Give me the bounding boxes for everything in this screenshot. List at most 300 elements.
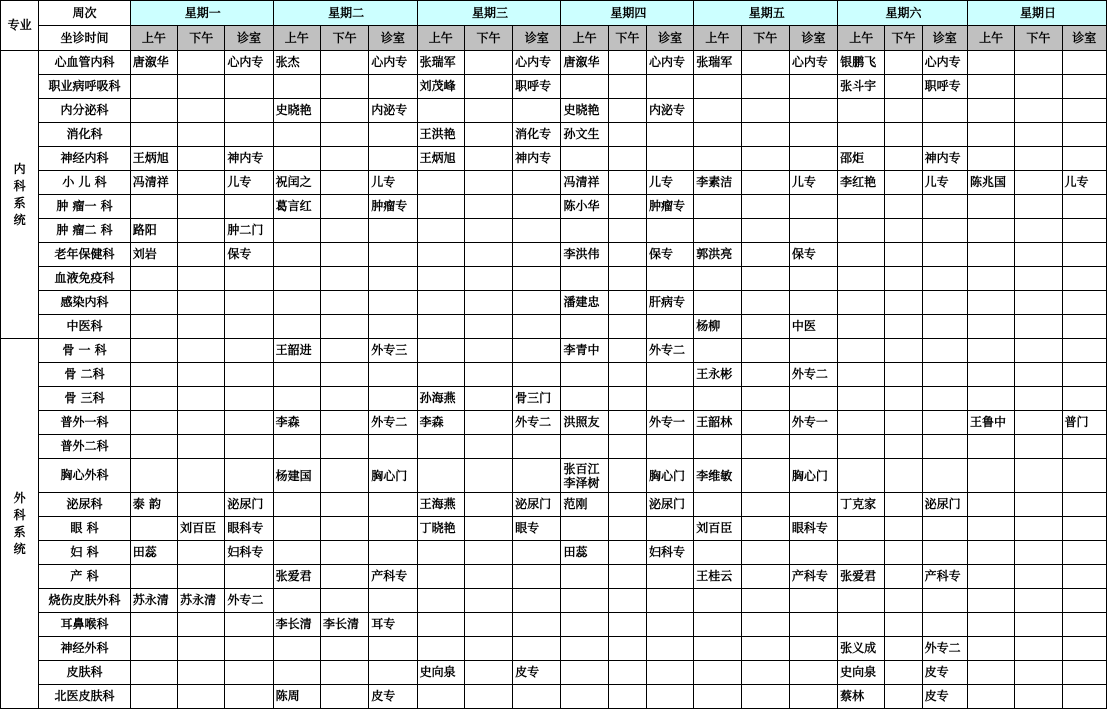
- schedule-cell-clinic-room: [1062, 541, 1106, 565]
- schedule-cell-clinic-room: [369, 75, 417, 99]
- schedule-cell-afternoon-doctor: [885, 517, 922, 541]
- schedule-cell-afternoon-doctor: [178, 637, 225, 661]
- schedule-cell-morning-doctor: 李长清: [273, 613, 320, 637]
- schedule-cell-afternoon-doctor: [885, 589, 922, 613]
- table-row: [1, 387, 1107, 411]
- schedule-cell-afternoon-doctor: [320, 363, 368, 387]
- schedule-cell-afternoon-doctor: [741, 565, 789, 589]
- department-name: 肿 瘤一 科: [39, 195, 131, 219]
- schedule-cell-afternoon-doctor: [178, 661, 225, 685]
- schedule-cell-clinic-room: 神内专: [513, 147, 561, 171]
- schedule-cell-afternoon-doctor: [178, 243, 225, 267]
- schedule-cell-morning-doctor: 唐溆华: [130, 51, 177, 75]
- schedule-cell-afternoon-doctor: [885, 411, 922, 435]
- schedule-cell-afternoon-doctor: [885, 99, 922, 123]
- schedule-cell-afternoon-doctor: [741, 459, 789, 493]
- schedule-cell-clinic-room: [646, 565, 693, 589]
- table-row: [1, 219, 1107, 243]
- schedule-cell-afternoon-doctor: [885, 613, 922, 637]
- schedule-cell-clinic-room: [646, 219, 693, 243]
- schedule-cell-afternoon-doctor: [608, 541, 646, 565]
- schedule-cell-morning-doctor: 葛言红: [273, 195, 320, 219]
- schedule-cell-morning-doctor: [967, 685, 1014, 709]
- schedule-cell-morning-doctor: [561, 589, 608, 613]
- schedule-cell-clinic-room: [1062, 123, 1106, 147]
- schedule-cell-morning-doctor: [130, 267, 177, 291]
- department-name: 胸心外科: [39, 459, 131, 493]
- schedule-cell-clinic-room: 眼专: [513, 517, 561, 541]
- schedule-cell-clinic-room: 心内专: [922, 51, 967, 75]
- sub-header-afternoon: 下午: [608, 26, 646, 51]
- schedule-cell-afternoon-doctor: [1015, 685, 1062, 709]
- schedule-cell-afternoon-doctor: [1015, 291, 1062, 315]
- department-name: 耳鼻喉科: [39, 613, 131, 637]
- schedule-cell-clinic-room: [922, 411, 967, 435]
- day-header-thursday: 星期四: [561, 1, 694, 26]
- schedule-cell-clinic-room: 妇科专: [646, 541, 693, 565]
- schedule-cell-clinic-room: 产科专: [789, 565, 837, 589]
- schedule-cell-morning-doctor: [130, 363, 177, 387]
- schedule-cell-morning-doctor: [967, 75, 1014, 99]
- schedule-cell-clinic-room: [789, 99, 837, 123]
- schedule-cell-afternoon-doctor: [608, 171, 646, 195]
- schedule-cell-morning-doctor: 洪照友: [561, 411, 608, 435]
- schedule-cell-morning-doctor: 冯清祥: [130, 171, 177, 195]
- schedule-cell-clinic-room: [513, 637, 561, 661]
- schedule-cell-afternoon-doctor: [885, 291, 922, 315]
- schedule-cell-afternoon-doctor: [1015, 637, 1062, 661]
- schedule-cell-morning-doctor: [967, 99, 1014, 123]
- schedule-cell-afternoon-doctor: [1015, 243, 1062, 267]
- schedule-cell-clinic-room: [646, 685, 693, 709]
- schedule-cell-morning-doctor: 王炳旭: [417, 147, 464, 171]
- schedule-cell-clinic-room: [513, 219, 561, 243]
- department-name: 神经内科: [39, 147, 131, 171]
- schedule-cell-clinic-room: 心内专: [646, 51, 693, 75]
- schedule-cell-morning-doctor: [967, 435, 1014, 459]
- day-header-sunday: 星期日: [967, 1, 1106, 26]
- schedule-cell-afternoon-doctor: [1015, 565, 1062, 589]
- schedule-cell-afternoon-doctor: [608, 99, 646, 123]
- schedule-cell-afternoon-doctor: [178, 147, 225, 171]
- schedule-cell-clinic-room: [369, 315, 417, 339]
- schedule-cell-afternoon-doctor: [608, 363, 646, 387]
- schedule-cell-afternoon-doctor: [320, 147, 368, 171]
- schedule-cell-morning-doctor: [417, 435, 464, 459]
- schedule-cell-afternoon-doctor: [741, 195, 789, 219]
- sub-header-afternoon: 下午: [320, 26, 368, 51]
- schedule-cell-clinic-room: 中医: [789, 315, 837, 339]
- header-row-sessions: [1, 26, 1107, 51]
- schedule-cell-afternoon-doctor: [885, 171, 922, 195]
- schedule-cell-clinic-room: [1062, 493, 1106, 517]
- schedule-cell-clinic-room: [922, 123, 967, 147]
- schedule-cell-clinic-room: 儿专: [789, 171, 837, 195]
- schedule-cell-clinic-room: [789, 493, 837, 517]
- schedule-cell-morning-doctor: [694, 685, 741, 709]
- schedule-cell-morning-doctor: [838, 517, 885, 541]
- day-header-monday: 星期一: [130, 1, 273, 26]
- schedule-cell-clinic-room: 外专二: [513, 411, 561, 435]
- schedule-cell-clinic-room: 胸心门: [789, 459, 837, 493]
- schedule-cell-morning-doctor: 孙文生: [561, 123, 608, 147]
- schedule-cell-clinic-room: 保专: [646, 243, 693, 267]
- schedule-cell-afternoon-doctor: [178, 339, 225, 363]
- schedule-cell-clinic-room: [922, 517, 967, 541]
- sub-header-afternoon: 下午: [885, 26, 922, 51]
- schedule-cell-clinic-room: [1062, 339, 1106, 363]
- table-row: [1, 291, 1107, 315]
- schedule-cell-afternoon-doctor: [885, 339, 922, 363]
- schedule-cell-afternoon-doctor: [1015, 661, 1062, 685]
- schedule-cell-clinic-room: [513, 339, 561, 363]
- schedule-cell-morning-doctor: [694, 195, 741, 219]
- schedule-cell-morning-doctor: [273, 517, 320, 541]
- schedule-cell-morning-doctor: [417, 459, 464, 493]
- schedule-cell-afternoon-doctor: [741, 243, 789, 267]
- schedule-cell-afternoon-doctor: [741, 75, 789, 99]
- schedule-cell-clinic-room: [513, 363, 561, 387]
- schedule-cell-morning-doctor: [130, 75, 177, 99]
- sub-header-room: 诊室: [646, 26, 693, 51]
- schedule-cell-morning-doctor: [967, 267, 1014, 291]
- schedule-cell-morning-doctor: [561, 315, 608, 339]
- schedule-cell-morning-doctor: [967, 459, 1014, 493]
- schedule-cell-clinic-room: [225, 291, 273, 315]
- schedule-cell-clinic-room: [513, 315, 561, 339]
- schedule-cell-clinic-room: 心内专: [789, 51, 837, 75]
- schedule-cell-afternoon-doctor: [885, 661, 922, 685]
- schedule-cell-afternoon-doctor: [178, 459, 225, 493]
- schedule-cell-morning-doctor: [417, 637, 464, 661]
- schedule-cell-clinic-room: 骨三门: [513, 387, 561, 411]
- schedule-cell-clinic-room: [513, 291, 561, 315]
- specialty-header: 专业: [1, 1, 39, 51]
- schedule-cell-clinic-room: 儿专: [369, 171, 417, 195]
- schedule-cell-clinic-room: 泌尿门: [922, 493, 967, 517]
- schedule-cell-afternoon-doctor: [320, 267, 368, 291]
- schedule-cell-afternoon-doctor: [1015, 493, 1062, 517]
- schedule-cell-afternoon-doctor: [178, 195, 225, 219]
- schedule-cell-morning-doctor: [967, 589, 1014, 613]
- schedule-cell-morning-doctor: 田蕊: [130, 541, 177, 565]
- schedule-cell-morning-doctor: [694, 339, 741, 363]
- schedule-cell-afternoon-doctor: [885, 363, 922, 387]
- schedule-cell-clinic-room: 肿瘤专: [646, 195, 693, 219]
- schedule-cell-afternoon-doctor: [608, 459, 646, 493]
- schedule-cell-morning-doctor: 王炳旭: [130, 147, 177, 171]
- schedule-cell-afternoon-doctor: [464, 291, 512, 315]
- schedule-cell-afternoon-doctor: [608, 387, 646, 411]
- schedule-cell-afternoon-doctor: [1015, 147, 1062, 171]
- system-group-label: [1, 339, 39, 709]
- schedule-cell-afternoon-doctor: [320, 123, 368, 147]
- schedule-cell-afternoon-doctor: [741, 517, 789, 541]
- department-name: 普外二科: [39, 435, 131, 459]
- sub-header-morning: 上午: [417, 26, 464, 51]
- schedule-cell-clinic-room: [513, 565, 561, 589]
- table-row: [1, 493, 1107, 517]
- schedule-cell-clinic-room: [646, 661, 693, 685]
- schedule-cell-morning-doctor: [561, 75, 608, 99]
- schedule-cell-afternoon-doctor: [320, 565, 368, 589]
- schedule-cell-morning-doctor: 王韶林: [694, 411, 741, 435]
- schedule-cell-afternoon-doctor: [741, 493, 789, 517]
- schedule-cell-morning-doctor: [694, 219, 741, 243]
- schedule-cell-afternoon-doctor: [885, 123, 922, 147]
- schedule-cell-morning-doctor: [130, 123, 177, 147]
- schedule-cell-clinic-room: 眼科专: [225, 517, 273, 541]
- schedule-cell-clinic-room: 外专二: [922, 637, 967, 661]
- schedule-cell-afternoon-doctor: [741, 661, 789, 685]
- department-name: 北医皮肤科: [39, 685, 131, 709]
- schedule-cell-afternoon-doctor: [885, 219, 922, 243]
- schedule-cell-morning-doctor: [417, 339, 464, 363]
- schedule-cell-morning-doctor: 王韶进: [273, 339, 320, 363]
- schedule-cell-morning-doctor: [417, 363, 464, 387]
- schedule-cell-afternoon-doctor: [1015, 363, 1062, 387]
- schedule-cell-afternoon-doctor: [320, 315, 368, 339]
- schedule-cell-clinic-room: [646, 517, 693, 541]
- schedule-cell-morning-doctor: 史向泉: [838, 661, 885, 685]
- schedule-cell-morning-doctor: 陈周: [273, 685, 320, 709]
- schedule-cell-clinic-room: [789, 123, 837, 147]
- schedule-cell-clinic-room: [513, 589, 561, 613]
- schedule-cell-clinic-room: [922, 99, 967, 123]
- department-name: 心血管内科: [39, 51, 131, 75]
- schedule-cell-clinic-room: [225, 661, 273, 685]
- schedule-cell-clinic-room: [1062, 243, 1106, 267]
- sub-header-morning: 上午: [130, 26, 177, 51]
- table-row: [1, 171, 1107, 195]
- schedule-cell-morning-doctor: [838, 267, 885, 291]
- schedule-cell-morning-doctor: 李红艳: [838, 171, 885, 195]
- schedule-cell-afternoon-doctor: [885, 51, 922, 75]
- schedule-cell-afternoon-doctor: [1015, 541, 1062, 565]
- schedule-cell-morning-doctor: 张义成: [838, 637, 885, 661]
- department-name: 肿 瘤二 科: [39, 219, 131, 243]
- sub-header-room: 诊室: [1062, 26, 1106, 51]
- schedule-cell-morning-doctor: [694, 123, 741, 147]
- schedule-cell-afternoon-doctor: [1015, 219, 1062, 243]
- schedule-cell-afternoon-doctor: [320, 195, 368, 219]
- schedule-cell-clinic-room: [789, 589, 837, 613]
- schedule-cell-clinic-room: [225, 411, 273, 435]
- schedule-cell-morning-doctor: 李森: [273, 411, 320, 435]
- schedule-cell-clinic-room: 神内专: [922, 147, 967, 171]
- schedule-cell-clinic-room: [369, 291, 417, 315]
- schedule-cell-morning-doctor: [967, 363, 1014, 387]
- schedule-cell-afternoon-doctor: [885, 243, 922, 267]
- schedule-cell-morning-doctor: [273, 315, 320, 339]
- schedule-cell-morning-doctor: 王海燕: [417, 493, 464, 517]
- schedule-cell-morning-doctor: 潘建忠: [561, 291, 608, 315]
- schedule-cell-clinic-room: [922, 459, 967, 493]
- schedule-cell-morning-doctor: [838, 363, 885, 387]
- schedule-cell-clinic-room: [922, 291, 967, 315]
- schedule-cell-afternoon-doctor: [320, 387, 368, 411]
- schedule-cell-afternoon-doctor: [1015, 99, 1062, 123]
- schedule-cell-afternoon-doctor: [608, 291, 646, 315]
- schedule-cell-morning-doctor: [694, 637, 741, 661]
- schedule-cell-afternoon-doctor: [885, 195, 922, 219]
- schedule-cell-morning-doctor: 张爱君: [838, 565, 885, 589]
- schedule-cell-morning-doctor: 郭洪亮: [694, 243, 741, 267]
- schedule-cell-clinic-room: [513, 171, 561, 195]
- schedule-cell-afternoon-doctor: [320, 291, 368, 315]
- schedule-cell-clinic-room: [646, 315, 693, 339]
- schedule-cell-afternoon-doctor: 刘百臣: [178, 517, 225, 541]
- schedule-cell-afternoon-doctor: [320, 661, 368, 685]
- schedule-cell-afternoon-doctor: [608, 637, 646, 661]
- sub-header-afternoon: 下午: [464, 26, 512, 51]
- schedule-cell-afternoon-doctor: [464, 147, 512, 171]
- schedule-cell-afternoon-doctor: [464, 51, 512, 75]
- schedule-cell-afternoon-doctor: [464, 637, 512, 661]
- schedule-cell-morning-doctor: [967, 147, 1014, 171]
- department-name: 神经外科: [39, 637, 131, 661]
- schedule-cell-clinic-room: [789, 147, 837, 171]
- schedule-cell-morning-doctor: 刘茂峰: [417, 75, 464, 99]
- schedule-cell-morning-doctor: [561, 363, 608, 387]
- schedule-cell-afternoon-doctor: [885, 435, 922, 459]
- schedule-cell-clinic-room: [369, 147, 417, 171]
- day-header-friday: 星期五: [694, 1, 838, 26]
- schedule-cell-clinic-room: [922, 613, 967, 637]
- sub-header-afternoon: 下午: [741, 26, 789, 51]
- sub-header-room: 诊室: [369, 26, 417, 51]
- schedule-cell-morning-doctor: [273, 435, 320, 459]
- schedule-cell-afternoon-doctor: [885, 493, 922, 517]
- schedule-cell-morning-doctor: 王鲁中: [967, 411, 1014, 435]
- schedule-cell-morning-doctor: 陈兆国: [967, 171, 1014, 195]
- schedule-cell-clinic-room: [922, 315, 967, 339]
- schedule-cell-morning-doctor: [967, 339, 1014, 363]
- schedule-cell-clinic-room: [1062, 195, 1106, 219]
- schedule-cell-clinic-room: [369, 123, 417, 147]
- schedule-cell-morning-doctor: [694, 435, 741, 459]
- table-row: [1, 99, 1107, 123]
- schedule-cell-afternoon-doctor: [741, 123, 789, 147]
- schedule-cell-afternoon-doctor: [1015, 589, 1062, 613]
- schedule-cell-clinic-room: [369, 267, 417, 291]
- schedule-cell-afternoon-doctor: [1015, 339, 1062, 363]
- schedule-cell-afternoon-doctor: [1015, 195, 1062, 219]
- schedule-cell-clinic-room: [513, 435, 561, 459]
- schedule-cell-morning-doctor: [967, 565, 1014, 589]
- sub-header-morning: 上午: [967, 26, 1014, 51]
- schedule-cell-clinic-room: [789, 267, 837, 291]
- table-row: [1, 51, 1107, 75]
- schedule-cell-clinic-room: [646, 147, 693, 171]
- table-row: [1, 541, 1107, 565]
- schedule-cell-morning-doctor: [273, 291, 320, 315]
- schedule-cell-morning-doctor: [417, 267, 464, 291]
- schedule-cell-clinic-room: 皮专: [922, 661, 967, 685]
- schedule-cell-afternoon-doctor: [464, 243, 512, 267]
- schedule-cell-clinic-room: [1062, 459, 1106, 493]
- schedule-cell-clinic-room: 产科专: [922, 565, 967, 589]
- schedule-cell-afternoon-doctor: [178, 435, 225, 459]
- department-name: 血液免疫科: [39, 267, 131, 291]
- sub-header-morning: 上午: [273, 26, 320, 51]
- schedule-cell-morning-doctor: 银鹏飞: [838, 51, 885, 75]
- schedule-cell-clinic-room: [646, 387, 693, 411]
- schedule-cell-afternoon-doctor: [178, 123, 225, 147]
- schedule-cell-afternoon-doctor: [608, 51, 646, 75]
- schedule-cell-clinic-room: 皮专: [513, 661, 561, 685]
- schedule-cell-afternoon-doctor: [741, 637, 789, 661]
- schedule-cell-clinic-room: 职呼专: [513, 75, 561, 99]
- schedule-cell-clinic-room: [513, 267, 561, 291]
- sub-header-room: 诊室: [789, 26, 837, 51]
- schedule-cell-afternoon-doctor: [178, 267, 225, 291]
- schedule-cell-clinic-room: 心内专: [513, 51, 561, 75]
- schedule-cell-clinic-room: [369, 219, 417, 243]
- table-row: [1, 661, 1107, 685]
- schedule-cell-afternoon-doctor: [464, 613, 512, 637]
- schedule-cell-afternoon-doctor: [741, 315, 789, 339]
- schedule-cell-afternoon-doctor: [464, 219, 512, 243]
- schedule-cell-afternoon-doctor: [178, 219, 225, 243]
- schedule-cell-clinic-room: 儿专: [1062, 171, 1106, 195]
- schedule-cell-morning-doctor: 张瑞军: [694, 51, 741, 75]
- schedule-cell-afternoon-doctor: [1015, 51, 1062, 75]
- schedule-cell-clinic-room: [922, 541, 967, 565]
- schedule-cell-afternoon-doctor: [464, 171, 512, 195]
- schedule-cell-morning-doctor: [967, 387, 1014, 411]
- schedule-cell-morning-doctor: [130, 339, 177, 363]
- schedule-cell-morning-doctor: [273, 363, 320, 387]
- schedule-cell-clinic-room: 泌尿门: [225, 493, 273, 517]
- schedule-cell-afternoon-doctor: [608, 493, 646, 517]
- department-name: 职业病呼吸科: [39, 75, 131, 99]
- schedule-cell-morning-doctor: [838, 339, 885, 363]
- schedule-cell-clinic-room: [646, 613, 693, 637]
- table-row: [1, 459, 1107, 493]
- table-row: [1, 267, 1107, 291]
- schedule-cell-morning-doctor: [838, 613, 885, 637]
- schedule-cell-morning-doctor: [694, 267, 741, 291]
- schedule-cell-clinic-room: [369, 243, 417, 267]
- schedule-cell-afternoon-doctor: [320, 51, 368, 75]
- schedule-cell-clinic-room: [789, 613, 837, 637]
- schedule-cell-afternoon-doctor: [608, 517, 646, 541]
- schedule-cell-clinic-room: [789, 661, 837, 685]
- schedule-cell-afternoon-doctor: [608, 123, 646, 147]
- schedule-cell-clinic-room: [922, 195, 967, 219]
- schedule-cell-clinic-room: [1062, 565, 1106, 589]
- schedule-cell-morning-doctor: [130, 613, 177, 637]
- schedule-cell-morning-doctor: [417, 99, 464, 123]
- schedule-cell-clinic-room: [789, 219, 837, 243]
- schedule-cell-clinic-room: 泌尿门: [646, 493, 693, 517]
- schedule-cell-morning-doctor: 王永彬: [694, 363, 741, 387]
- department-name: 产 科: [39, 565, 131, 589]
- schedule-cell-clinic-room: [789, 195, 837, 219]
- schedule-cell-clinic-room: [513, 541, 561, 565]
- sub-header-room: 诊室: [922, 26, 967, 51]
- schedule-cell-clinic-room: [922, 219, 967, 243]
- department-name: 妇 科: [39, 541, 131, 565]
- schedule-cell-morning-doctor: 史晓艳: [561, 99, 608, 123]
- schedule-cell-afternoon-doctor: 李长清: [320, 613, 368, 637]
- department-name: 骨 一 科: [39, 339, 131, 363]
- schedule-cell-morning-doctor: [130, 411, 177, 435]
- schedule-cell-afternoon-doctor: [178, 541, 225, 565]
- schedule-cell-morning-doctor: 孙海燕: [417, 387, 464, 411]
- schedule-cell-morning-doctor: 李青中: [561, 339, 608, 363]
